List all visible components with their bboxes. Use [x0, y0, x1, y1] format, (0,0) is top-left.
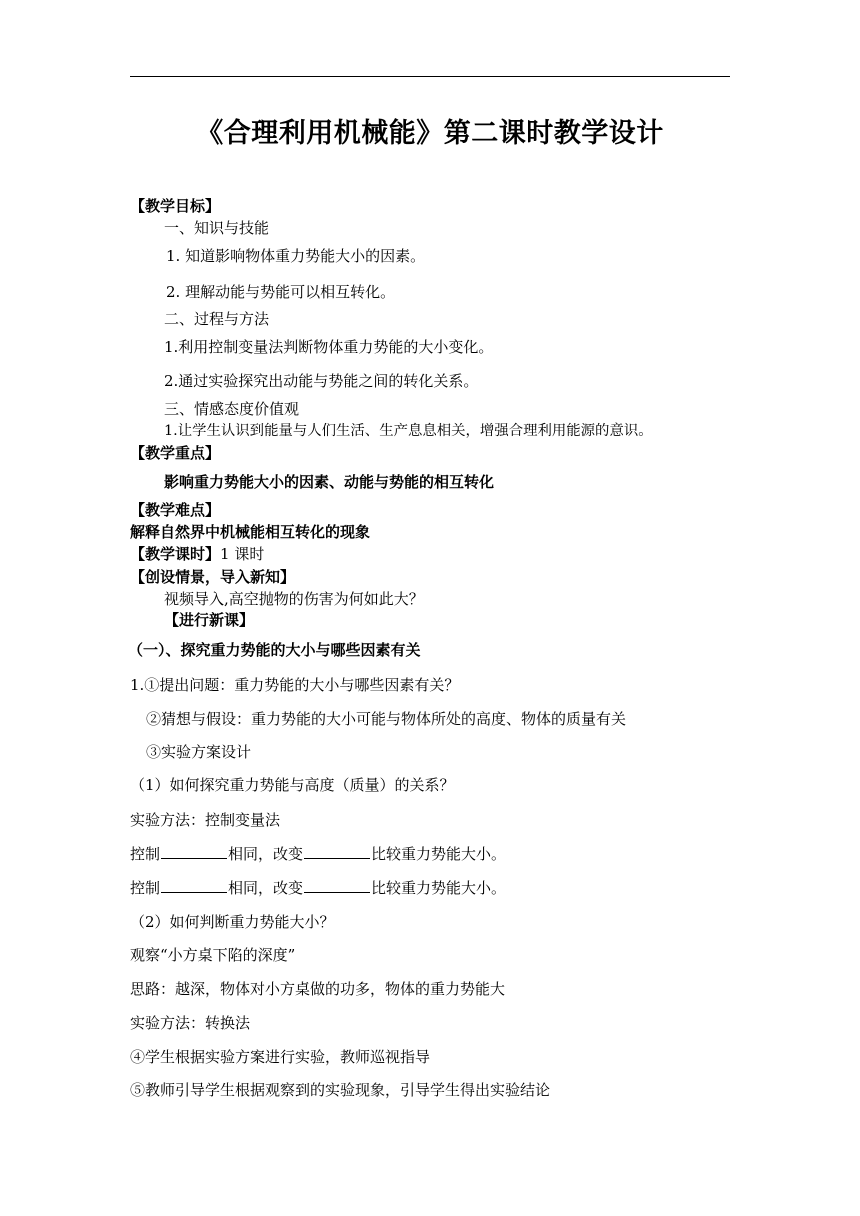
difficulties-content: 解释自然界中机械能相互转化的现象 [130, 523, 371, 541]
fill-blank[interactable] [304, 878, 370, 893]
control-line [130, 844, 506, 864]
objective-item: 1.利用控制变量法判断物体重力势能的大小变化。 [164, 338, 494, 356]
hours-value: 1 课时 [220, 545, 265, 563]
fill-blank[interactable] [161, 878, 227, 893]
hypothesis-line: ②猜想与假设：重力势能的大小可能与物体所处的高度、物体的质量有关 [146, 710, 627, 728]
fill-blank[interactable] [161, 844, 227, 859]
page-title: 《合理利用机械能》第二课时教学设计 [196, 118, 664, 149]
objective-item: 1.让学生认识到能量与人们生活、生产息息相关，增强合理利用能源的意识。 [164, 423, 653, 439]
method-line: 实验方法：转换法 [130, 1014, 251, 1032]
step-line: ④学生根据实验方案进行实验，教师巡视指导 [130, 1048, 431, 1066]
objective-item: 1. 知道影响物体重力势能大小的因素。 [166, 247, 426, 265]
observe-line: 观察“小方桌下陷的深度” [130, 946, 296, 964]
hours-line [130, 544, 264, 564]
control-label: 控制 [130, 845, 161, 863]
section-knowledge: 一、知识与技能 [164, 219, 270, 237]
section-attitude: 三、情感态度价值观 [164, 400, 300, 418]
question-line: 1.①提出问题：重力势能的大小与哪些因素有关？ [130, 676, 460, 694]
intro-content: 视频导入,高空抛物的伤害为何如此大？ [164, 590, 424, 608]
objective-item: 2.通过实验探究出动能与势能之间的转化关系。 [164, 372, 479, 390]
section-process: 二、过程与方法 [164, 310, 270, 328]
new-lesson-heading: 【进行新课】 [164, 611, 255, 629]
idea-line: 思路：越深，物体对小方桌做的功多，物体的重力势能大 [130, 980, 506, 998]
method-line: 实验方法：控制变量法 [130, 811, 281, 829]
control-label: 比较重力势能大小。 [371, 879, 507, 897]
objectives-heading: 【教学目标】 [130, 197, 221, 215]
fill-blank[interactable] [304, 844, 370, 859]
objective-item: 2. 理解动能与势能可以相互转化。 [166, 283, 396, 301]
difficulties-heading: 【教学难点】 [130, 501, 221, 519]
key-points-content: 影响重力势能大小的因素、动能与势能的相互转化 [164, 473, 495, 491]
part1-heading: （一）、探究重力势能的大小与哪些因素有关 [128, 641, 421, 659]
question-line: （1）如何探究重力势能与高度（质量）的关系？ [130, 776, 455, 794]
control-label: 比较重力势能大小。 [371, 845, 507, 863]
step-line: ⑤教师引导学生根据观察到的实验现象，引导学生得出实验结论 [130, 1081, 551, 1099]
control-line [130, 878, 506, 898]
control-label: 控制 [130, 879, 161, 897]
design-line: ③实验方案设计 [146, 743, 252, 761]
key-points-heading: 【教学重点】 [130, 444, 221, 462]
control-label: 相同，改变 [228, 845, 304, 863]
question-line: （2）如何判断重力势能大小？ [130, 913, 335, 931]
control-label: 相同，改变 [228, 879, 304, 897]
hours-heading: 【教学课时】 [130, 545, 221, 563]
header-rule [130, 76, 730, 77]
intro-heading: 【创设情景，导入新知】 [130, 568, 296, 586]
